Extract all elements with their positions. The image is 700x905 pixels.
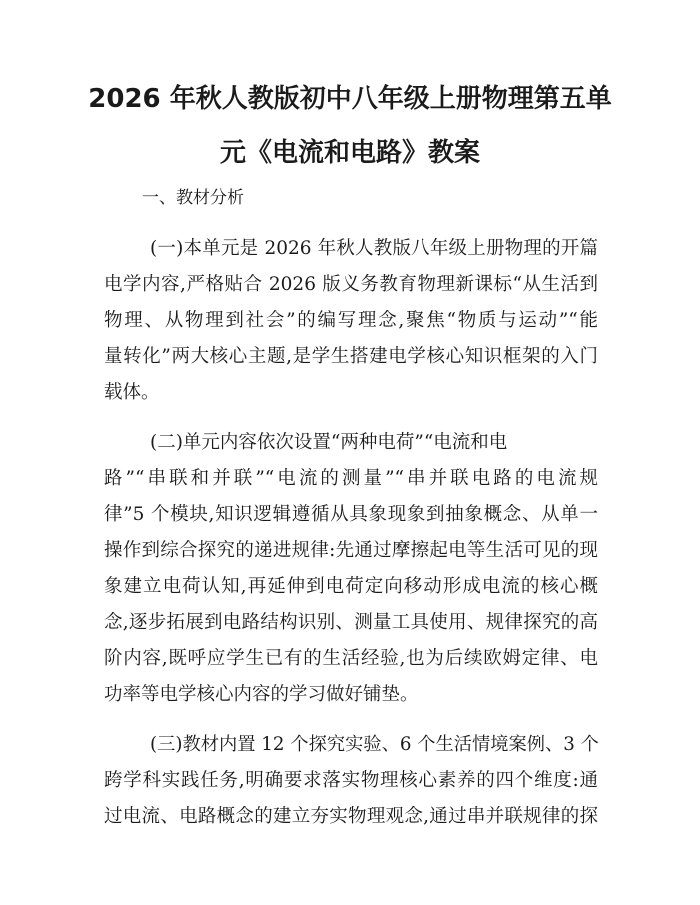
- paragraph-1-line-1: (一)本单元是 2026 年秋人教版八年级上册物理的开篇: [150, 238, 598, 259]
- paragraph-2-line-8: 功率等电学核心内容的学习做好铺垫。: [104, 684, 419, 705]
- paragraph-3-line-3: 过电流、电路概念的建立夯实物理观念,通过串并联规律的探: [104, 806, 598, 827]
- paragraph-2-line-2: 路”“串联和并联”“电流的测量”“串并联电路的电流规: [104, 468, 598, 489]
- paragraph-2-line-1: (二)单元内容依次设置“两种电荷”“电流和电: [150, 432, 508, 453]
- section-heading: 一、教材分析: [142, 188, 244, 208]
- paragraph-2-line-4: 操作到综合探究的递进规律:先通过摩擦起电等生活可见的现: [104, 540, 598, 561]
- document-title-line-2: 元《电流和电路》教案: [219, 138, 480, 168]
- paragraph-1-line-5: 载体。: [104, 382, 160, 403]
- paragraph-1-line-4: 量转化”两大核心主题,是学生搭建电学核心知识框架的入门: [104, 346, 598, 367]
- paragraph-2-line-6: 念,逐步拓展到电路结构识别、测量工具使用、规律探究的高: [104, 612, 598, 633]
- paragraph-1-line-2: 电学内容,严格贴合 2026 版义务教育物理新课标“从生活到: [104, 274, 598, 295]
- paragraph-2-line-7: 阶内容,既呼应学生已有的生活经验,也为后续欧姆定律、电: [104, 648, 598, 669]
- paragraph-1-line-3: 物理、从物理到社会”的编写理念,聚焦“物质与运动”“能: [104, 310, 598, 331]
- paragraph-3-line-2: 跨学科实践任务,明确要求落实物理核心素养的四个维度:通: [104, 770, 598, 791]
- paragraph-2-line-3: 律”5 个模块,知识逻辑遵循从具象现象到抽象概念、从单一: [104, 504, 598, 525]
- document-title-line-1: 2026 年秋人教版初中八年级上册物理第五单: [88, 84, 612, 114]
- paragraph-3-line-1: (三)教材内置 12 个探究实验、6 个生活情境案例、3 个: [150, 734, 599, 755]
- paragraph-2-line-5: 象建立电荷认知,再延伸到电荷定向移动形成电流的核心概: [104, 576, 598, 597]
